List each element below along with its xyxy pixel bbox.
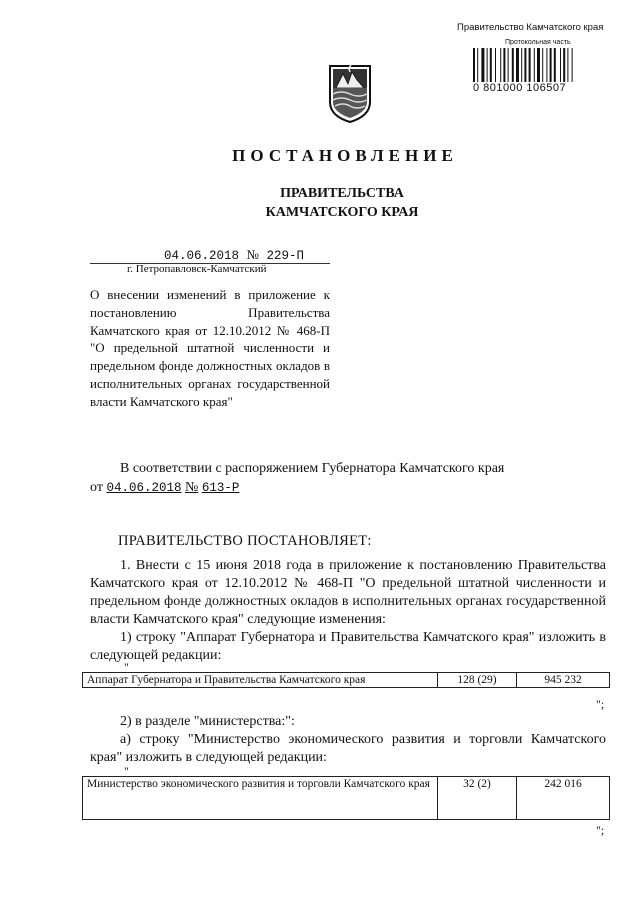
close-quote-2: "; [596, 823, 605, 837]
close-quote-1: "; [596, 697, 605, 711]
barcode-number: 0 801000 106507 [473, 82, 567, 94]
table-cell-count: 128 (29) [438, 673, 517, 688]
table-row [83, 673, 610, 688]
document-number: 229-П [266, 249, 304, 263]
document-subject: О внесении изменений в приложение к постановлению Правительства Камчатского края от 12.10.2012 № 468-П "О предельной штатной численности и предельном фонде должностных окладов в исполнительных органах государственной власти Камчатского края" [90, 287, 330, 409]
intro-from-label: от [90, 480, 103, 495]
issuer-line-1: ПРАВИТЕЛЬСТВА [280, 186, 404, 201]
issuer-line-2: КАМЧАТСКОГО КРАЯ [265, 205, 419, 220]
barcode-caption: Протокольная часть [505, 39, 571, 46]
staff-table-1 [82, 672, 610, 688]
header-organization: Правительство Камчатского края [457, 22, 604, 33]
table-cell-name: Аппарат Губернатора и Правительства Камчатского края [83, 673, 438, 688]
number-label: № [246, 247, 259, 262]
issuer-block [192, 184, 492, 222]
item-1-2: 2) в разделе "министерства:": [120, 714, 295, 729]
item-1: 1. Внести с 15 июня 2018 года в приложение к постановлению Правительства Камчатского края от 12.10.2012 № 468-П "О предельной штатной численности и предельном фонде должностных окладов в исполнительных органах государственной власти Камчатского края" следующие изменения: [90, 558, 606, 627]
intro-text: В соответствии с распоряжением Губернатора Камчатского края [120, 461, 505, 476]
document-city: г. Петропавловск-Камчатский [127, 263, 267, 275]
table-cell-name: Министерство экономического развития и торговли Камчатского края [83, 777, 438, 820]
open-quote-2: " [124, 764, 129, 778]
staff-table-2 [82, 776, 610, 820]
table-cell-count: 32 (2) [438, 777, 517, 820]
item-1-2-a: а) строку "Министерство экономического развития и торговли Камчатского края" изложить в следующей редакции: [90, 732, 606, 765]
document-date-number [90, 247, 304, 263]
barcode-image [473, 48, 603, 86]
table-cell-fund: 242 016 [517, 777, 610, 820]
document-title: ПОСТАНОВЛЕНИЕ [232, 146, 458, 165]
intro-paragraph [90, 460, 606, 478]
open-quote-1: " [124, 660, 129, 674]
intro-date: 04.06.2018 [106, 481, 182, 495]
item-1-1: 1) строку "Аппарат Губернатора и Правительства Камчатского края" изложить в следующей редакции: [90, 630, 606, 663]
decree-heading: ПРАВИТЕЛЬСТВО ПОСТАНОВЛЯЕТ: [118, 533, 372, 549]
kamchatka-coat-of-arms-emblem [326, 62, 374, 124]
document-date: 04.06.2018 [164, 249, 240, 263]
table-cell-fund: 945 232 [517, 673, 610, 688]
table-row [83, 777, 610, 820]
intro-reference [90, 479, 606, 497]
intro-number-label: № [184, 480, 199, 495]
intro-number: 613-Р [201, 481, 240, 495]
